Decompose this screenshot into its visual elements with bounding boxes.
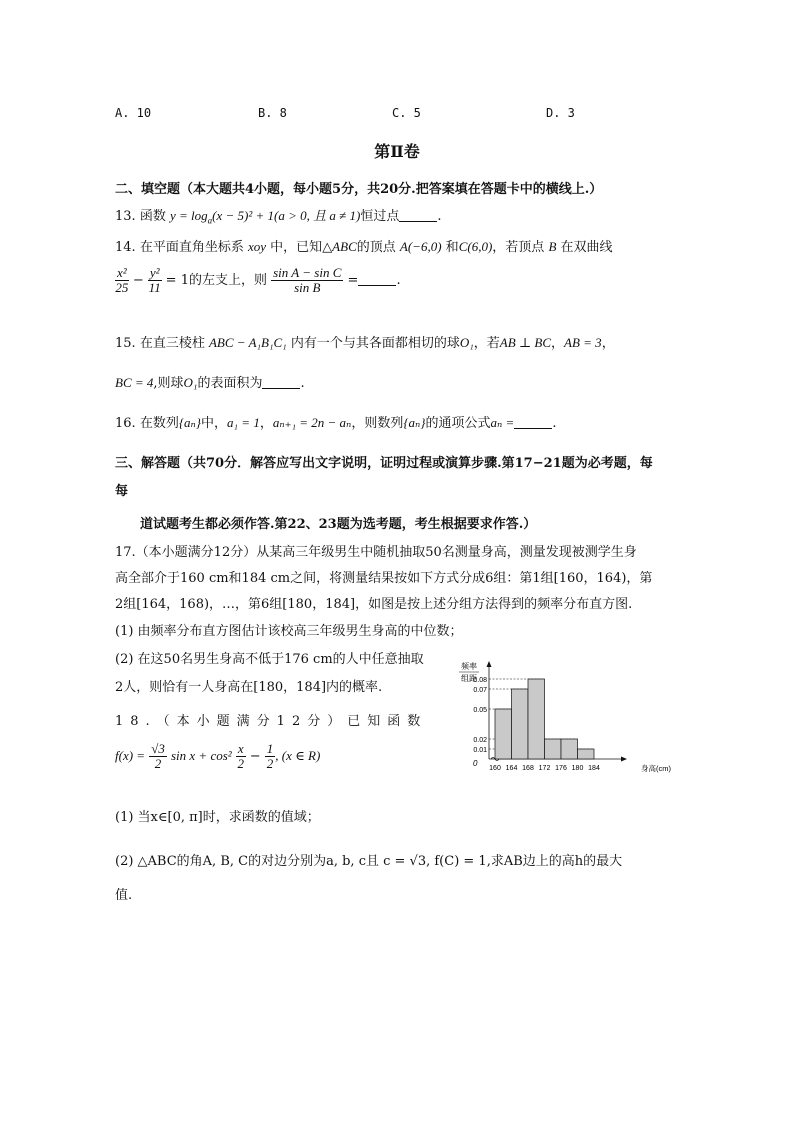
ylabel-bottom: 组距 <box>461 674 477 683</box>
answer-blank <box>262 376 300 389</box>
section-title: 第Ⅱ卷 <box>374 142 420 161</box>
question-18-sub1: (1) 当x∈[0, π]时，求函数的值域； <box>115 810 320 825</box>
xlabel: 身高(cm) <box>641 764 671 773</box>
histogram-bar <box>512 689 529 759</box>
question-17-sub2b: 2人，则恰有一人身高在[180，184]内的概率. <box>115 680 383 695</box>
question-16: 16. 在数列{aₙ}中，a₁ = 1，aₙ₊₁ = 2n − aₙ，则数列{aₙ}的通项公式aₙ = . <box>115 415 557 431</box>
ylabel-top: 频率 <box>461 662 477 671</box>
x-tick-label: 164 <box>505 765 518 772</box>
x-tick-label: 176 <box>555 765 567 772</box>
question-18-line1: 18.（本小题满分12分）已知函数 <box>115 714 428 729</box>
question-17-line3: 2组[164，168)，…，第6组[180，184]，如图是按上述分组方法得到的频率分布直方图. <box>115 597 633 612</box>
question-18-sub2b: 值. <box>115 888 133 903</box>
histogram-bar <box>545 739 562 759</box>
question-17-line1: 17.（本小题满分12分）从某高三年级男生中随机抽取50名测量身高，测量发现被测学生身 <box>115 545 637 560</box>
question-18-function: f(x) = $\frac{√3}{2}$ sin x + cos² $\frac{x}{2}$ − $\frac{1}{2}$ , (x ∈ R) <box>115 741 321 771</box>
x-tick-label: 184 <box>588 765 600 772</box>
question-13: 13. 函数 $y = \log_a(x - 5)^2 + 1(a > 0$, 且 a ≠ 1)恒过点 . <box>115 208 442 226</box>
frequency-histogram <box>455 658 685 780</box>
y-tick-label: 0.01 <box>473 747 487 754</box>
question-14-line2: $\frac{\text{x²}}{25}$ − $\frac{\text{y²}}{11}$ = 1的左支上，则 $\frac{\text{sin A − sin C}}{\text{sin B}}$ = . <box>115 265 401 295</box>
histogram-bar <box>561 739 578 759</box>
x-tick-label: 172 <box>538 765 551 772</box>
part2-heading: 二、填空题（本大题共4小题，每小题5分，共20分.把答案填在答题卡中的横线上.） <box>115 182 603 197</box>
choice-d: D. 3 <box>546 106 575 120</box>
y-tick-label: 0.08 <box>473 677 487 684</box>
histogram-bar <box>528 679 545 759</box>
part3-heading-cont: 每 <box>115 484 129 499</box>
question-15-line1: 15. 在直三棱柱 ABC − A₁B₁C₁ 内有一个与其各面都相切的球O₁，若AB ⊥ BC，AB = 3， <box>115 335 615 351</box>
question-14-line1: 14. 在平面直角坐标系 xoy 中，已知△ABC的顶点 A(−6,0) 和C(6,0)，若顶点 B 在双曲线 <box>115 239 613 255</box>
choice-b: B. 8 <box>258 106 287 120</box>
answer-blank <box>358 273 396 286</box>
question-18-sub2: (2) △ABC的角A, B, C的对边分别为a, b, c且 c = √3, f(C) = 1,求AB边上的高h的最大 <box>115 854 623 869</box>
answer-blank <box>514 416 552 429</box>
part3-heading-line2: 道试题考生都必须作答.第22、23题为选考题，考生根据要求作答.） <box>140 517 537 532</box>
y-tick-label: 0.02 <box>473 737 487 744</box>
question-17-sub2a: (2) 在这50名男生身高不低于176 cm的人中任意抽取 <box>115 652 424 667</box>
answer-blank <box>399 209 437 222</box>
origin-label: 0 <box>473 759 478 768</box>
question-17-line2: 高全部介于160 cm和184 cm之间，将测量结果按如下方式分成6组：第1组[160，164)，第 <box>115 571 653 586</box>
choice-a: A. 10 <box>115 106 152 120</box>
question-15-line2: BC = 4,则球O₁的表面积为 . <box>115 375 305 391</box>
y-tick-label: 0.07 <box>473 687 487 694</box>
x-tick-label: 160 <box>489 765 501 772</box>
choice-c: C. 5 <box>392 106 421 120</box>
y-axis-arrow <box>487 661 492 667</box>
x-axis-arrow <box>621 757 627 762</box>
histogram-bar <box>495 709 512 759</box>
histogram-bar <box>578 749 595 759</box>
y-tick-label: 0.05 <box>473 707 487 714</box>
question-17-sub1: (1) 由频率分布直方图估计该校高三年级男生身高的中位数； <box>115 624 463 639</box>
part3-heading: 三、解答题（共70分．解答应写出文字说明，证明过程或演算步骤.第17−21题为必考题，每 <box>115 456 653 471</box>
x-tick-label: 180 <box>571 765 584 772</box>
x-tick-label: 168 <box>522 765 534 772</box>
